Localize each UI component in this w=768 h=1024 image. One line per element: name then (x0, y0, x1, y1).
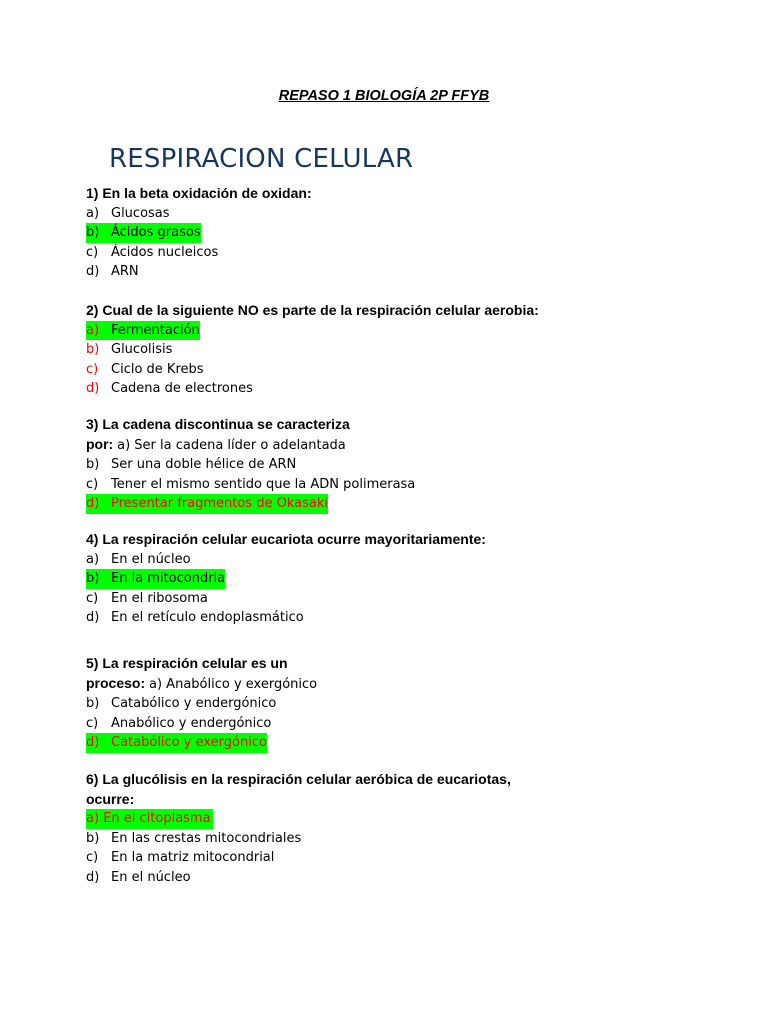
question-4-text: 4) La respiración celular eucariota ocurre mayoritariamente: (86, 531, 486, 547)
question-3 (86, 415, 646, 514)
question-1-option-a: a) Glucosas (86, 205, 170, 221)
question-3-option-d (86, 494, 646, 514)
answer-highlight: b) En la mitocondria (86, 569, 225, 589)
question-5-text-line-1: 5) La respiración celular es un (86, 655, 288, 671)
question-3-option-a: a) Ser la cadena líder o adelantada (117, 437, 346, 453)
question-5-text-line-2: proceso: a) Anabólico y exergónico (86, 674, 318, 692)
answer-highlight: a) Fermentación (86, 321, 200, 341)
answer-highlight: d) Presentar fragmentos de Okasaki (86, 494, 328, 514)
question-4-option-c: c) En el ribosoma (86, 590, 208, 606)
question-1 (86, 184, 646, 282)
question-3-option-b: b) Ser una doble hélice de ARN (86, 457, 297, 472)
question-1-text: 1) En la beta oxidación de oxidan: (86, 185, 312, 201)
question-5-option-d (86, 733, 646, 753)
question-6-option-b: b) En las crestas mitocondriales (86, 830, 302, 846)
question-2-text: 2) Cual de la siguiente NO es parte de la respiración celular aerobia: (86, 302, 539, 318)
answer-highlight: b) Ácidos grasos (86, 223, 201, 243)
question-3-text-line-1: 3) La cadena discontinua se caracteriza (86, 416, 350, 432)
question-2-option-b: b) Glucolisis (86, 342, 173, 357)
question-4-option-a: a) En el núcleo (86, 551, 191, 567)
question-4 (86, 530, 646, 628)
question-2-option-a (86, 321, 646, 341)
question-1-option-b (86, 223, 646, 243)
question-5 (86, 654, 646, 753)
question-6-option-a (86, 809, 646, 829)
question-1-option-d: d) ARN (86, 264, 139, 279)
question-2-option-c: c) Ciclo de Krebs (86, 361, 204, 377)
section-title: RESPIRACION CELULAR (109, 144, 414, 174)
document-header: REPASO 1 BIOLOGÍA 2P FFYB (278, 88, 490, 104)
question-6-text-line-2: ocurre: (86, 790, 135, 807)
question-6-option-d: d) En el núcleo (86, 869, 191, 885)
answer-highlight: a) En el citoplasma (86, 809, 213, 829)
question-3-option-c: c) Tener el mismo sentido que la ADN polimerasa (86, 476, 416, 492)
question-4-option-b (86, 569, 646, 589)
question-6-text-line-1: 6) La glucólisis en la respiración celular aeróbica de eucariotas, (86, 771, 511, 787)
answer-highlight: d) Catabólico y exergónico (86, 733, 267, 753)
question-3-text-line-2: por: a) Ser la cadena líder o adelantada (86, 435, 346, 453)
question-2-option-d: d) Cadena de electrones (86, 381, 253, 396)
question-5-option-b: b) Catabólico y endergónico (86, 696, 277, 711)
question-1-option-c: c) Ácidos nucleicos (86, 244, 219, 260)
question-5-option-c: c) Anabólico y endergónico (86, 715, 272, 731)
question-5-option-a: a) Anabólico y exergónico (149, 676, 318, 692)
question-4-option-d: d) En el retículo endoplasmático (86, 610, 304, 625)
question-6 (86, 770, 646, 887)
question-2 (86, 301, 646, 399)
question-6-option-c: c) En la matriz mitocondrial (86, 850, 275, 865)
